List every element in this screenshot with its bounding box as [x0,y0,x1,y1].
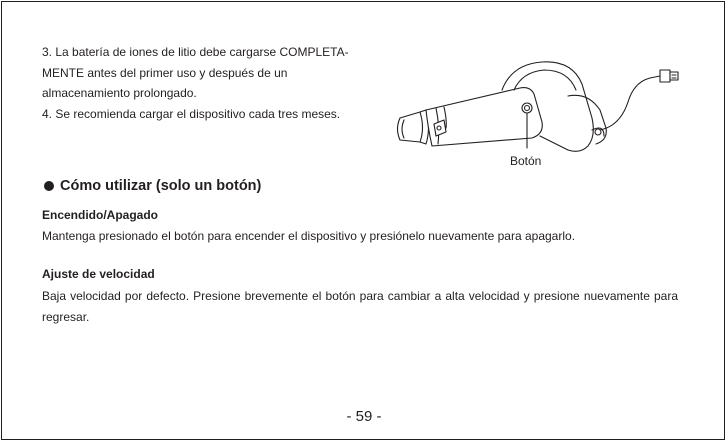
power-text: Mantenga presionado el botón para encender el dispositivo y presiónelo nuevamente para apagarlo. [42,229,576,243]
speed-heading: Ajuste de velocidad [42,267,155,281]
button-label: Botón [510,154,542,168]
bullet-icon [44,181,54,191]
massage-head-icon [398,110,429,144]
device-body-icon [426,62,606,151]
note-3-line-3: almacenamiento prolongado. [42,86,197,100]
charging-notes [42,42,387,124]
power-heading: Encendido/Apagado [42,208,159,222]
page-number: - 59 - [346,408,382,425]
speed-text: Baja velocidad por defecto. Presione brevemente el botón para cambiar a alta velocidad y presione nuevamente para regresar. [42,289,678,324]
note-3-line-1: 3. La batería de iones de litio debe cargarse COMPLETA- [42,45,349,59]
note-4: 4. Se recomienda cargar el dispositivo cada tres meses. [42,106,341,121]
usb-cable-icon [600,70,678,130]
note-3-line-2: MENTE antes del primer uso y después de un [42,65,288,80]
section-heading-text: Cómo utilizar (solo un botón) [60,178,262,194]
section-heading [44,178,261,194]
device-illustration [392,50,692,180]
